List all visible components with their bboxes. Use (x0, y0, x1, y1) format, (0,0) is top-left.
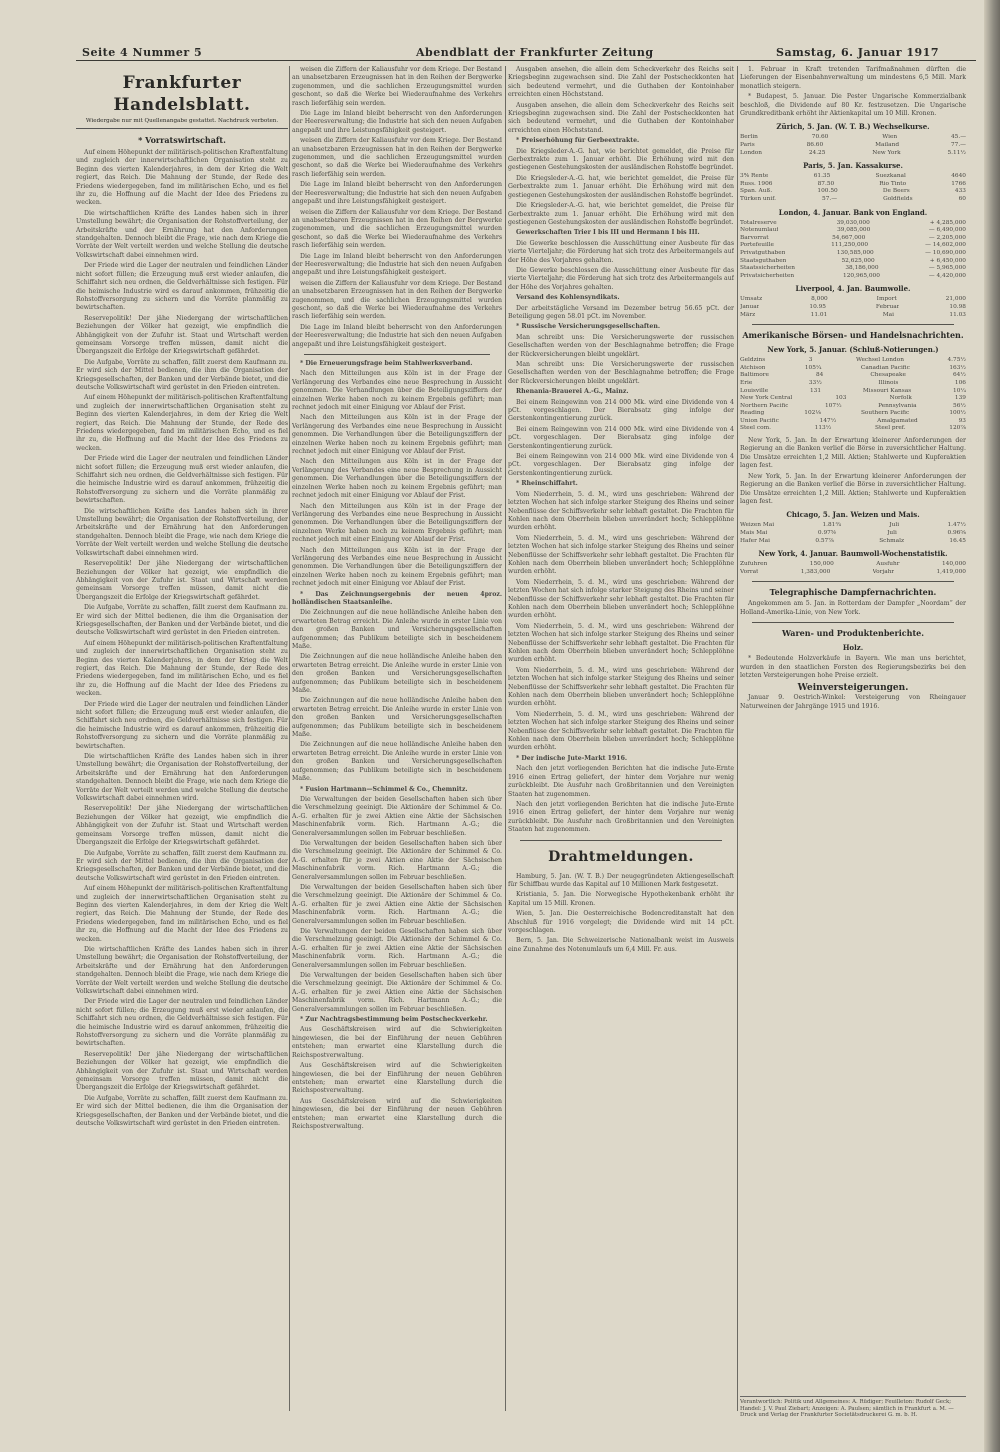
table-cell: Zufuhren (740, 561, 768, 568)
table-cell: 139 (954, 395, 966, 402)
zurich-exchange-table (740, 122, 966, 157)
section-separator (752, 324, 954, 325)
article-body: Nach den Mitteilungen aus Köln ist in der Frage der Verlängerung des Verbandes eine neue Besprechung in Aussicht genommen. Die Verhandlungen über die Beteiligungsziffern der einzelnen Werke haben noch zu keinem Ergebnis geführt; man rechnet jedoch mit einer Einigung vor Ablauf der Frist. (292, 502, 502, 544)
article-paragraph: Auf einem Höhepunkt der militärisch-politischen Kraftentfaltung und zugleich der innerwirtschaftlichen Organisation steht zu Beginn des vierten Kalenderjahres, in dem der Krieg die Welt regiert, das Reich. Die Mahnung der Stunde, der Rede des Friedens wiedergegeben, fand im militärischen Echo, und es fiel ihr zu, die Hoffnung auf die Macht der Idee des Friedens zu wecken. (76, 639, 288, 698)
table-row (740, 388, 966, 396)
newspaper-name: Abendblatt der Frankfurter Zeitung (416, 46, 654, 59)
article-body: Der arbeitstägliche Versand im Dezember betrug 56.65 pCt. der Beteiligung gegen 58.01 pCt. im November. (508, 304, 734, 320)
table-cell: 54,667,000 (832, 234, 866, 241)
table-cell: 8,000 (811, 296, 828, 303)
table-cell: 39,030,000 (836, 219, 870, 226)
table-cell: Wien (882, 134, 898, 141)
table-cell: Umsatz (740, 296, 763, 303)
table-cell: 0.96⅝ (947, 529, 966, 536)
article-body: Bei einem Reingewinn von 214 000 Mk. wird eine Dividende von 4 pCt. vorgeschlagen. Der Bierabsatz ging infolge der Gerstenkontingentierung zurück. (508, 453, 734, 477)
table-cell: 4.75½ (947, 357, 966, 364)
table-title: London, 4. Januar. Bank von England. (778, 207, 928, 217)
table-cell: 93 (958, 417, 966, 424)
article-body: Aus Geschäftskreisen wird auf die Schwierigkeiten hingewiesen, die bei der Einführung der neuen Gebühren entstehen; man erwartet eine Klarstellung durch die Reichspostverwaltung. (292, 1062, 502, 1095)
table-row (740, 538, 966, 546)
table-row (740, 173, 966, 181)
table-row (740, 522, 966, 530)
article-paragraph: Die Lage im Inland bleibt beherrscht von den Anforderungen der Heeresverwaltung; die Industrie hat sich den neuen Aufgaben angepaßt und ihre Leistungsfähigkeit gesteigert. (292, 181, 502, 206)
article-body: Nach den Mitteilungen aus Köln ist in der Frage der Verlängerung des Verbandes eine neue Besprechung in Aussicht genommen. Die Verhandlungen über die Beteiligungsziffern der einzelnen Werke haben noch zu keinem Ergebnis geführt; man rechnet jedoch mit einer Einigung vor Ablauf der Frist. (292, 370, 502, 412)
table-cell: Louisville (740, 387, 769, 394)
section-separator (752, 622, 954, 623)
table-cell: 140,000 (941, 561, 966, 568)
table-cell: Northern Pacific (740, 402, 789, 409)
article-paragraph: Die Lage im Inland bleibt beherrscht von den Anforderungen der Heeresverwaltung; die Industrie hat sich den neuen Aufgaben angepaßt und ihre Leistungsfähigkeit gesteigert. (292, 110, 502, 134)
table-cell: 11.01 (810, 311, 828, 318)
table-cell: 103 (835, 395, 847, 402)
table-cell: 3% Rente (740, 173, 769, 180)
table-cell: 84 (815, 372, 824, 379)
telegram-item: Bern, 5. Jan. Die Schweizerische Nationalbank weist im Ausweis eine Zunahme des Notenumlaufs um 6,4 Mill. Fr. aus. (508, 937, 734, 953)
table-cell: Steel com. (740, 425, 771, 432)
column-3 (508, 66, 734, 1406)
table-cell: 61.35 (813, 173, 831, 180)
article-body: Die Gewerke beschlossen die Ausschüttung einer Ausbeute für das vierte Vierteljahr; die Förderung hat sich trotz des Arbeitermangels auf der Höhe des Vorjahres gehalten. (508, 239, 734, 264)
table-row (740, 410, 966, 418)
table-row (740, 304, 966, 312)
column-1 (76, 66, 288, 1406)
article-separator (304, 354, 490, 355)
table-cell: Notenumlauf (740, 227, 779, 234)
article-separator (520, 840, 722, 841)
table-cell: 3 (808, 357, 813, 364)
section-separator (752, 581, 954, 582)
table-cell: Februar (875, 303, 900, 310)
table-cell: Baltimore (740, 372, 769, 379)
article-paragraph: weisen die Ziffern der Kaliausfuhr vor dem Kriege. Der Bestand an unabsetzbaren Erzeugnissen hat in den Reihen der Bergwerke zugenommen, und die sachlichen Erzeugungsmittel wurden geschont, so daß die Werke bei Wiederaufnahme des Verkehrs rasch lieferfähig sein werden. (292, 279, 502, 321)
table-cell: 1.81¾ (822, 522, 841, 529)
table-row (740, 403, 966, 411)
column-4 (740, 66, 966, 1406)
article-heading: * Preiserhöhung für Gerbeextrakte. (516, 137, 640, 145)
article-body: Man schreibt uns: Die Versicherungswerte der russischen Gesellschaften werden von der Beschlagnahme betroffen; die Frage der Rückversicherungen bleibt ungeklärt. (508, 333, 734, 358)
table-cell: Missouri Kansas (862, 387, 912, 394)
table-row (740, 134, 966, 142)
table-cell: 1,419,000 (936, 568, 966, 575)
article-body: Nach den Mitteilungen aus Köln ist in der Frage der Verlängerung des Verbandes eine neue Besprechung in Aussicht genommen. Die Verhandlungen über die Beteiligungsziffern der einzelnen Werke haben noch zu keinem Ergebnis geführt; man rechnet jedoch mit einer Einigung vor Ablauf der Frist. (292, 414, 502, 456)
table-cell: Staatsguthaben (740, 257, 787, 264)
table-row (740, 273, 966, 281)
table-cell: 24.25 (808, 149, 826, 156)
table-row (740, 569, 966, 577)
article-body: Die Verwaltungen der beiden Gesellschaften haben sich über die Verschmelzung geeinigt. Die Aktionäre der Schimmel & Co. A.-G. erhalten für je zwei Aktien eine Aktie der Sächsischen Maschinenfabrik vorm. Rich. Hartmann A.-G.; die Generalversammlungen sollen im Februar beschließen. (292, 839, 502, 881)
new-york-market-report: New York, 5. Jan. In der Erwartung kleinerer Anforderungen der Regierung an die Banken verlief die Börse in zuversichtlicher Haltung. Die Umsätze erreichten 1,2 Mill. Aktien; Stahlwerte und Kupferaktien lagen fest. (740, 437, 966, 470)
article-body: Aus Geschäftskreisen wird auf die Schwierigkeiten hingewiesen, die bei der Einführung der neuen Gebühren entstehen; man erwartet eine Klarstellung durch die Reichspostverwaltung. (292, 1026, 502, 1059)
issue-date: Samstag, 6. Januar 1917 (776, 46, 939, 59)
steamer-news-text: Angekommen am 5. Jan. in Rotterdam der Dampfer „Noordam“ der Holland-Amerika-Linie, von New York. (740, 600, 966, 616)
table-cell: 120⅞ (949, 425, 966, 432)
imprint: Verantwortlich: Politik und Allgemeines: A. Rüdiger; Feuilleton: Rudolf Geck; Handel: J. V. Paul Ziebart; Anzeigen: A. Paulsen; sämtlich in Frankfurt a. M. — Druck und Verlag der Frankfurter Societätsdruckerei G. m. b. H. (740, 1396, 966, 1419)
article-paragraph: Die Aufgabe, Vorräte zu schaffen, fällt zuerst dem Kaufmann zu. Er wird sich der Mittel bedienen, die ihm die Organisation der Kriegsgesellschaften, der Banken und der Verbände bietet, und die deutsche Volkswirtschaft wird gerüstet in den Frieden eintreten. (76, 849, 288, 882)
table-cell: 100½ (949, 410, 966, 417)
article-body: Aus Geschäftskreisen wird auf die Schwierigkeiten hingewiesen, die bei der Einführung der neuen Gebühren entstehen; man erwartet eine Klarstellung durch die Reichspostverwaltung. (292, 1097, 502, 1130)
column-divider (505, 66, 506, 1411)
table-row (740, 530, 966, 538)
masthead-rule (76, 60, 976, 61)
table-cell: Juli (889, 522, 900, 529)
chicago-grain-table (740, 510, 966, 545)
table-cell: 60 (958, 196, 966, 202)
table-row (740, 235, 966, 243)
article-paragraph: Die Aufgabe, Vorräte zu schaffen, fällt zuerst dem Kaufmann zu. Er wird sich der Mittel bedienen, die ihm die Organisation der Kriegsgesellschaften, der Banken und der Verbände bietet, und die deutsche Volkswirtschaft wird gerüstet in den Frieden eintreten. (76, 1094, 288, 1128)
table-title: Liverpool, 4. Jan. Baumwolle. (795, 284, 911, 294)
article-paragraph: * Budapest, 5. Januar. Die Pester Ungarische Kommerzialbank beschloß, die Dividende auf 80 Kr. festzusetzen. Die Ungarische Grundkreditbank erhöht ihr Aktienkapital um 10 Mill. Kronen. (740, 93, 966, 118)
table-cell: 131 (809, 387, 822, 394)
masthead (60, 42, 978, 62)
table-cell: London (740, 149, 763, 156)
article-body: Vom Niederrhein, 5. d. M., wird uns geschrieben: Während der letzten Wochen hat sich infolge starker Steigung des Rheins und seiner Nebenflüsse der Schiffsverkehr sehr lebhaft gestaltet. Die Frachten für Kohlen nach dem Oberrhein blieben unverändert hoch; Schlepplöhne wurden erhöht. (508, 490, 734, 532)
table-cell: Staatssicherheiten (740, 265, 796, 272)
table-cell: 57.— (822, 196, 838, 202)
article-body: Die Verwaltungen der beiden Gesellschaften haben sich über die Verschmelzung geeinigt. Die Aktionäre der Schimmel & Co. A.-G. erhalten für je zwei Aktien eine Aktie der Sächsischen Maschinenfabrik vorm. Rich. Hartmann A.-G.; die Generalversammlungen sollen im Februar beschließen. (292, 972, 502, 1013)
table-cell: 1,383,000 (800, 568, 831, 575)
table-cell: 150,000 (809, 561, 834, 568)
table-cell: — 14,602,000 (925, 242, 966, 249)
table-cell: Goldfields (883, 196, 913, 202)
table-cell: Paris (740, 142, 755, 149)
new-york-stock-table (740, 345, 966, 433)
article-paragraph: 1. Februar in Kraft tretenden Tarifmaßnahmen dürften die Lieferungen der Eisenbahnverwaltung um mindestens 6,5 Mill. Mark monatlich steigern. (740, 66, 966, 90)
table-cell: 4640 (951, 173, 966, 180)
table-cell: Schmalz (879, 537, 905, 544)
table-row (740, 395, 966, 403)
cotton-statistics-table (740, 549, 966, 576)
telegram-item: Hamburg, 5. Jan. (W. T. B.) Der neugegründeten Aktiengesellschaft für Schiffbau wurde das Kapital auf 10 Millionen Mark festgesetzt. (508, 872, 734, 888)
table-row (740, 181, 966, 189)
table-cell: Geldzins (740, 357, 766, 364)
article-paragraph: Ausgaben ansehen, die allein dem Scheckverkehr des Reichs seit Kriegsbeginn zugewachsen sind. Die Zahl der Postscheckkonten hat sich bedeutend vermehrt, und die Guthaben der Kontoinhaber erreichten einen Höchststand. (508, 101, 734, 134)
table-cell: Mai (882, 311, 894, 318)
article-heading: Rhenania-Brauerei A.-G., Mainz. (516, 388, 629, 396)
table-cell: 21,000 (945, 296, 966, 303)
table-row (740, 365, 966, 373)
table-row (740, 196, 966, 204)
table-cell: Russ. 1906 (740, 180, 773, 187)
table-cell: 33½ (808, 379, 822, 386)
table-title: New York, 5. Januar. (Schluß-Notierungen.) (767, 345, 939, 355)
table-title: Paris, 5. Jan. Kassakurse. (803, 161, 903, 171)
table-cell: 56½ (953, 402, 966, 409)
table-cell: — 10,690,000 (925, 249, 966, 256)
table-cell: Pennsylvania (878, 402, 917, 409)
telegrams-heading: Drahtmeldungen. (548, 848, 694, 865)
article-paragraph: Der Friede wird die Lager der neutralen und feindlichen Länder nicht sofort füllen; die Erzeugung muß erst wieder anlaufen, die Schiffahrt sich neu ordnen, die Geldverhältnisse sich festigen. Für die heimische Industrie wird es darauf ankommen, frühzeitig die Rohstoffversorgung zu sichern und die Vorräte planmäßig zu bewirtschaften. (76, 262, 288, 312)
table-cell: 5.11½ (947, 149, 966, 156)
article-paragraph: Die wirtschaftlichen Kräfte des Landes haben sich in ihrer Umstellung bewährt; die Organisation der Rohstoffverteilung, der Arbeitskräfte und der Ernährung hat den Anforderungen standgehalten. Dennoch bleibt die Frage, wie nach dem Kriege die Vorräte der Welt verteilt werden und welche Stellung die deutsche Volkswirtschaft dabei einnehmen wird. (76, 945, 288, 995)
liverpool-cotton-table (740, 284, 966, 319)
wine-auction-heading: Weinversteigerungen. (797, 683, 909, 694)
article-body: Bei einem Reingewinn von 214 000 Mk. wird eine Dividende von 4 pCt. vorgeschlagen. Der Bierabsatz ging infolge der Gerstenkontingentierung zurück. (508, 425, 734, 450)
article-body: Vom Niederrhein, 5. d. M., wird uns geschrieben: Während der letzten Wochen hat sich infolge starker Steigung des Rheins und seiner Nebenflüsse der Schiffsverkehr sehr lebhaft gestaltet. Die Frachten für Kohlen nach dem Oberrhein blieben unverändert hoch; Schlepplöhne wurden erhöht. (508, 534, 734, 576)
table-cell: Portefeuille (740, 242, 774, 249)
table-cell: 38,186,000 (845, 265, 879, 272)
section-subtitle: Wiedergabe nur mit Quellenangabe gestattet. Nachdruck verboten. (76, 118, 288, 129)
article-paragraph: Die wirtschaftlichen Kräfte des Landes haben sich in ihrer Umstellung bewährt; die Organisation der Rohstoffverteilung, der Arbeitskräfte und der Ernährung hat den Anforderungen standgehalten. Dennoch bleibt die Frage, wie nach dem Kriege die Vorräte der Welt verteilt werden und welche Stellung die deutsche Volkswirtschaft dabei einnehmen wird. (76, 507, 288, 557)
table-cell: Steel pref. (875, 425, 906, 432)
table-cell: 39,085,000 (837, 227, 871, 234)
article-paragraph: Die wirtschaftlichen Kräfte des Landes haben sich in ihrer Umstellung bewährt; die Organisation der Rohstoffverteilung, der Arbeitskräfte und der Ernährung hat den Anforderungen standgehalten. Dennoch bleibt die Frage, wie nach dem Kriege die Vorräte der Welt verteilt werden und welche Stellung die deutsche Volkswirtschaft dabei einnehmen wird. (76, 209, 288, 259)
table-cell: 16.45 (949, 537, 966, 544)
article-body: Nach den jetzt vorliegenden Berichten hat die indische Jute-Ernte 1916 einen Ertrag geliefert, der hinter dem Vorjahre nur wenig zurückbleibt. Die Ausfuhr nach Großbritannien und den Vereinigten Staaten hat zugenommen. (508, 765, 734, 798)
table-row (740, 188, 966, 196)
table-row (740, 425, 966, 433)
article-heading: * Die Erneuerungsfrage beim Stahlwerksverband. (300, 360, 473, 367)
table-cell: — 5,965,000 (928, 265, 966, 272)
table-cell: 11.03 (949, 311, 966, 318)
table-title: Chicago, 5. Jan. Weizen und Mais. (786, 510, 920, 520)
table-cell: Illinois (878, 379, 899, 386)
article-body: Man schreibt uns: Die Versicherungswerte der russischen Gesellschaften werden von der Beschlagnahme betroffen; die Frage der Rückversicherungen bleibt ungeklärt. (508, 361, 734, 385)
table-row (740, 142, 966, 150)
table-row (740, 242, 966, 250)
table-cell: Norfolk (889, 395, 912, 402)
article-body: Die Gewerke beschlossen die Ausschüttung einer Ausbeute für das vierte Vierteljahr; die Förderung hat sich trotz des Arbeitermangels auf der Höhe des Vorjahres gehalten. (508, 266, 734, 291)
table-cell: 147½ (819, 417, 837, 424)
table-cell: 86.60 (806, 142, 824, 149)
article-heading: * Vorratswirtschaft. (138, 135, 226, 145)
table-cell: New York (872, 149, 901, 156)
wine-auction-text: Januar 9. Oestrich-Winkel: Versteigerung von Rheingauer Naturweinen der Jahrgänge 1915 und 1916. (740, 694, 966, 710)
article-body: Die Zeichnungen auf die neue holländische Anleihe haben den erwarteten Betrag erreicht. Die Anleihe wurde in erster Linie von den großen Banken und Versicherungsgesellschaften aufgenommen; das Publikum beteiligte sich in bescheidenem Maße. (292, 653, 502, 695)
table-cell: Vorjahr (872, 568, 895, 575)
article-paragraph: weisen die Ziffern der Kaliausfuhr vor dem Kriege. Der Bestand an unabsetzbaren Erzeugnissen hat in den Reihen der Bergwerke zugenommen, und die sachlichen Erzeugungsmittel wurden geschont, so daß die Werke bei Wiederaufnahme des Verkehrs rasch lieferfähig sein werden. (292, 208, 502, 250)
table-cell: Privatsicherheiten (740, 272, 795, 279)
article-body: Vom Niederrhein, 5. d. M., wird uns geschrieben: Während der letzten Wochen hat sich infolge starker Steigung des Rheins und seiner Nebenflüsse der Schiffsverkehr sehr lebhaft gestaltet. Die Frachten für Kohlen nach dem Oberrhein blieben unverändert hoch; Schlepplöhne wurden erhöht. (508, 710, 734, 752)
article-body: Vom Niederrhein, 5. d. M., wird uns geschrieben: Während der letzten Wochen hat sich infolge starker Steigung des Rheins und seiner Nebenflüsse der Schiffsverkehr sehr lebhaft gestaltet. Die Frachten für Kohlen nach dem Oberrhein blieben unverändert hoch; Schlepplöhne wurden erhöht. (508, 578, 734, 620)
table-cell: 163½ (949, 364, 966, 371)
table-cell: 52,625,000 (841, 257, 875, 264)
article-heading: Versand des Kohlensyndikats. (516, 294, 620, 302)
table-cell: 106 (954, 379, 966, 386)
article-paragraph: Reservepolitik! Der jähe Niedergang der wirtschaftlichen Beziehungen der Völker hat gezeigt, wie empfindlich die Abhängigkeit von der Zufuhr ist. Staat und Wirtschaft werden gemeinsam Vorsorge treffen müssen, damit nicht die Übergangszeit die Erfolge der Kriegswirtschaft gefährdet. (76, 1050, 288, 1092)
table-cell: 87.50 (817, 180, 835, 187)
article-heading: Gewerkschaften Trier I bis III und Hermann I bis III. (516, 229, 700, 237)
article-body: Die Zeichnungen auf die neue holländische Anleihe haben den erwarteten Betrag erreicht. Die Anleihe wurde in erster Linie von den großen Banken und Versicherungsgesellschaften aufgenommen; das Publikum beteiligte sich in bescheidenem Maße. (292, 697, 502, 739)
table-cell: 0.97⅝ (817, 529, 837, 536)
article-heading: * Russische Versicherungsgesellschaften. (516, 323, 660, 331)
table-cell: Wechsel London (855, 357, 904, 364)
article-paragraph: Reservepolitik! Der jähe Niedergang der wirtschaftlichen Beziehungen der Völker hat gezeigt, wie empfindlich die Abhängigkeit von der Zufuhr ist. Staat und Wirtschaft werden gemeinsam Vorsorge treffen müssen, damit nicht die Übergangszeit die Erfolge der Kriegswirtschaft gefährdet. (76, 314, 288, 356)
table-cell: 120,965,000 (843, 272, 880, 279)
article-heading: * Der indische Jute-Markt 1916. (516, 754, 628, 762)
article-paragraph: Die Lage im Inland bleibt beherrscht von den Anforderungen der Heeresverwaltung; die Industrie hat sich den neuen Aufgaben angepaßt und ihre Leistungsfähigkeit gesteigert. (292, 323, 502, 348)
article-body: Nach den Mitteilungen aus Köln ist in der Frage der Verlängerung des Verbandes eine neue Besprechung in Aussicht genommen. Die Verhandlungen über die Beteiligungsziffern der einzelnen Werke haben noch zu keinem Ergebnis geführt; man rechnet jedoch mit einer Einigung vor Ablauf der Frist. (292, 546, 502, 588)
article-paragraph: Die wirtschaftlichen Kräfte des Landes haben sich in ihrer Umstellung bewährt; die Organisation der Rohstoffverteilung, der Arbeitskräfte und der Ernährung hat den Anforderungen standgehalten. Dennoch bleibt die Frage, wie nach dem Kriege die Vorräte der Welt verteilt werden und welche Stellung die deutsche Volkswirtschaft dabei einnehmen wird. (76, 753, 288, 803)
table-cell: New York Central (740, 395, 793, 402)
table-cell: Chesapeake (870, 372, 906, 379)
table-row (740, 220, 966, 228)
bank-of-england-table (740, 208, 966, 281)
article-paragraph: Der Friede wird die Lager der neutralen und feindlichen Länder nicht sofort füllen; die Erzeugung muß erst wieder anlaufen, die Schiffahrt sich neu ordnen, die Geldverhältnisse sich festigen. Für die heimische Industrie wird es darauf ankommen, frühzeitig die Rohstoffversorgung zu sichern und die Vorräte planmäßig zu bewirtschaften. (76, 998, 288, 1048)
table-cell: Erie (740, 379, 753, 386)
table-cell: Atchison (740, 364, 766, 371)
article-body: Die Kriegsleder-A.-G. hat, wie berichtet gemeldet, die Preise für Gerbextrakte zum 1. Januar erhöht. Die Erhöhung wird mit den gestiegenen Gestehungskosten der ausländischen Rohstoffe begründet. (508, 147, 734, 172)
table-cell: 77.— (950, 142, 966, 149)
products-heading: Waren- und Produktenberichte. (781, 628, 925, 639)
article-heading: * Fusion Hartmann—Schimmel & Co., Chemnitz. (300, 785, 468, 793)
table-cell: Mailand (875, 142, 900, 149)
article-heading: * Das Zeichnungsergebnis der neuen 4proz. holländischen Staatsanleihe. (292, 590, 502, 606)
article-paragraph: Auf einem Höhepunkt der militärisch-politischen Kraftentfaltung und zugleich der innerwirtschaftlichen Organisation steht zu Beginn des vierten Kalenderjahres, in dem der Krieg die Welt regiert, das Reich. Die Mahnung der Stunde, der Rede des Friedens wiedergegeben, fand im militärischen Echo, und es fiel ihr zu, die Hoffnung auf die Macht der Idee des Friedens zu wecken. (76, 885, 288, 943)
column-2 (292, 66, 502, 1406)
article-body: Die Verwaltungen der beiden Gesellschaften haben sich über die Verschmelzung geeinigt. Die Aktionäre der Schimmel & Co. A.-G. erhalten für je zwei Aktien eine Aktie der Sächsischen Maschinenfabrik vorm. Rich. Hartmann A.-G.; die Generalversammlungen sollen im Februar beschließen. (292, 928, 502, 969)
table-cell: März (740, 311, 756, 318)
table-cell: Privatguthaben (740, 249, 786, 256)
table-cell: Juli (887, 529, 897, 536)
table-row (740, 372, 966, 380)
table-row (740, 258, 966, 266)
table-title: New York, 4. Januar. Baumwoll-Wochenstatistik. (758, 549, 948, 559)
table-cell: 10¼ (953, 387, 966, 394)
table-cell: Span. Äuß. (740, 188, 773, 195)
page-binding-shadow (984, 0, 1000, 1452)
table-cell: + 6,450,000 (929, 257, 966, 264)
american-section-heading: Amerikanische Börsen- und Handelsnachrichten. (742, 330, 964, 341)
products-text: * Bedeutende Holzverkäufe in Bayern. Wie man uns berichtet, wurden in den staatlichen Forsten des Regierungsbezirks bei den letzten Versteigerungen hohe Preise erzielt. (740, 655, 966, 679)
article-paragraph: Reservepolitik! Der jähe Niedergang der wirtschaftlichen Beziehungen der Völker hat gezeigt, wie empfindlich die Abhängigkeit von der Zufuhr ist. Staat und Wirtschaft werden gemeinsam Vorsorge treffen müssen, damit nicht die Übergangszeit die Erfolge der Kriegswirtschaft gefährdet. (76, 560, 288, 601)
table-row (740, 357, 966, 365)
table-cell: 113½ (814, 425, 832, 432)
table-cell: 111,250,000 (831, 242, 869, 249)
table-cell: 100.50 (817, 188, 838, 195)
table-cell: 1.47½ (947, 522, 966, 529)
table-cell: Vorrat (740, 568, 759, 575)
article-paragraph: Der Friede wird die Lager der neutralen und feindlichen Länder nicht sofort füllen; die Erzeugung muß erst wieder anlaufen, die Schiffahrt sich neu ordnen, die Geldverhältnisse sich festigen. Für die heimische Industrie wird es darauf ankommen, frühzeitig die Rohstoffversorgung zu sichern und die Vorräte planmäßig zu bewirtschaften. (76, 700, 288, 750)
article-paragraph: Der Friede wird die Lager der neutralen und feindlichen Länder nicht sofort füllen; die Erzeugung muß erst wieder anlaufen, die Schiffahrt sich neu ordnen, die Geldverhältnisse sich festigen. Für die heimische Industrie wird es darauf ankommen, frühzeitig die Rohstoffversorgung zu sichern und die Vorräte planmäßig zu bewirtschaften. (76, 455, 288, 505)
section-title: Frankfurter Handelsblatt. (113, 73, 251, 115)
table-cell: Reading (740, 410, 765, 417)
table-row (740, 250, 966, 258)
table-cell: Barvorrat (740, 234, 769, 241)
table-cell: Import (876, 296, 897, 303)
table-cell: 130,585,000 (836, 249, 874, 256)
telegram-item: Wien, 5. Jan. Die Oesterreichische Bodencreditanstalt hat den Abschluß für 1916 vorgelegt; die Dividende wird mit 14 pCt. vorgeschlagen. (508, 910, 734, 934)
article-body: Die Verwaltungen der beiden Gesellschaften haben sich über die Verschmelzung geeinigt. Die Aktionäre der Schimmel & Co. A.-G. erhalten für je zwei Aktien eine Aktie der Sächsischen Maschinenfabrik vorm. Rich. Hartmann A.-G.; die Generalversammlungen sollen im Februar beschließen. (292, 795, 502, 837)
telegram-item: Kristiania, 5. Jan. Die Norwegische Hypothekenbank erhöht ihr Kapital um 15 Mill. Kronen. (508, 891, 734, 907)
column-divider (737, 66, 738, 1411)
table-cell: — 2,205,000 (928, 234, 966, 241)
article-paragraph: weisen die Ziffern der Kaliausfuhr vor dem Kriege. Der Bestand an unabsetzbaren Erzeugnissen hat in den Reihen der Bergwerke zugenommen, und die sachlichen Erzeugungsmittel wurden geschont, so daß die Werke bei Wiederaufnahme des Verkehrs rasch lieferfähig sein werden. (292, 66, 502, 107)
article-paragraph: Reservepolitik! Der jähe Niedergang der wirtschaftlichen Beziehungen der Völker hat gezeigt, wie empfindlich die Abhängigkeit von der Zufuhr ist. Staat und Wirtschaft werden gemeinsam Vorsorge treffen müssen, damit nicht die Übergangszeit die Erfolge der Kriegswirtschaft gefährdet. (76, 805, 288, 847)
article-heading: * Zur Nachtragsbestimmung beim Postscheckverkehr. (300, 1016, 488, 1024)
article-paragraph: Auf einem Höhepunkt der militärisch-politischen Kraftentfaltung und zugleich der innerwirtschaftlichen Organisation steht zu Beginn des vierten Kalenderjahres, in dem der Krieg die Welt regiert, das Reich. Die Mahnung der Stunde, der Rede des Friedens wiedergegeben, fand im militärischen Echo, und es fiel ihr zu, die Hoffnung auf die Macht der Idee des Friedens zu wecken. (76, 149, 288, 207)
table-cell: Berlin (740, 134, 758, 141)
article-paragraph: Die Lage im Inland bleibt beherrscht von den Anforderungen der Heeresverwaltung; die Industrie hat sich den neuen Aufgaben angepaßt und ihre Leistungsfähigkeit gesteigert. (292, 252, 502, 277)
article-body: Nach den jetzt vorliegenden Berichten hat die indische Jute-Ernte 1916 einen Ertrag geliefert, der hinter dem Vorjahre nur wenig zurückbleibt. Die Ausfuhr nach Großbritannien und den Vereinigten Staaten hat zugenommen. (508, 800, 734, 834)
table-cell: Hafer Mai (740, 537, 770, 544)
article-body: Nach den Mitteilungen aus Köln ist in der Frage der Verlängerung des Verbandes eine neue Besprechung in Aussicht genommen. Die Verhandlungen über die Beteiligungsziffern der einzelnen Werke haben noch zu keinem Ergebnis geführt; man rechnet jedoch mit einer Einigung vor Ablauf der Frist. (292, 458, 502, 500)
new-york-market-report: New York, 5. Jan. In der Erwartung kleinerer Anforderungen der Regierung an die Banken verlief die Börse in zuversichtlicher Haltung. Die Umsätze erreichten 1,2 Mill. Aktien; Stahlwerte und Kupferaktien lagen fest. (740, 472, 966, 505)
article-body: Die Kriegsleder-A.-G. hat, wie berichtet gemeldet, die Preise für Gerbextrakte zum 1. Januar erhöht. Die Erhöhung wird mit den gestiegenen Gestehungskosten der ausländischen Rohstoffe begründet. (508, 174, 734, 199)
table-cell: 1766 (951, 180, 966, 187)
article-paragraph: Die Aufgabe, Vorräte zu schaffen, fällt zuerst dem Kaufmann zu. Er wird sich der Mittel bedienen, die ihm die Organisation der Kriegsgesellschaften, der Banken und der Verbände bietet, und die deutsche Volkswirtschaft wird gerüstet in den Frieden eintreten. (76, 358, 288, 391)
table-cell: 10.95 (809, 303, 826, 310)
table-row (740, 150, 966, 158)
article-body: Die Zeichnungen auf die neue holländische Anleihe haben den erwarteten Betrag erreicht. Die Anleihe wurde in erster Linie von den großen Banken und Versicherungsgesellschaften aufgenommen; das Publikum beteiligte sich in bescheidenem Maße. (292, 741, 502, 783)
table-cell: 10.98 (949, 303, 966, 310)
article-paragraph: Ausgaben ansehen, die allein dem Scheckverkehr des Reichs seit Kriegsbeginn zugewachsen sind. Die Zahl der Postscheckkonten hat sich bedeutend vermehrt, und die Guthaben der Kontoinhaber erreichten einen Höchststand. (508, 66, 734, 99)
article-paragraph: Die Aufgabe, Vorräte zu schaffen, fällt zuerst dem Kaufmann zu. Er wird sich der Mittel bedienen, die ihm die Organisation der Kriegsgesellschaften, der Banken und der Verbände bietet, und die deutsche Volkswirtschaft wird gerüstet in den Frieden eintreten. (76, 604, 288, 637)
table-cell: Totalreserve (740, 219, 777, 226)
table-cell: De Beers (882, 188, 910, 195)
table-cell: Januar (740, 303, 760, 310)
article-paragraph: weisen die Ziffern der Kaliausfuhr vor dem Kriege. Der Bestand an unabsetzbaren Erzeugnissen hat in den Reihen der Bergwerke zugenommen, und die sachlichen Erzeugungsmittel wurden geschont, so daß die Werke bei Wiederaufnahme des Verkehrs rasch lieferfähig sein werden. (292, 137, 502, 178)
table-cell: Weizen Mai (740, 522, 775, 529)
article-body: Die Zeichnungen auf die neue holländische Anleihe haben den erwarteten Betrag erreicht. Die Anleihe wurde in erster Linie von den großen Banken und Versicherungsgesellschaften aufgenommen; das Publikum beteiligte sich in bescheidenem Maße. (292, 609, 502, 650)
table-row (740, 380, 966, 388)
article-body: Vom Niederrhein, 5. d. M., wird uns geschrieben: Während der letzten Wochen hat sich infolge starker Steigung des Rheins und seiner Nebenflüsse der Schiffsverkehr sehr lebhaft gestaltet. Die Frachten für Kohlen nach dem Oberrhein blieben unverändert hoch; Schlepplöhne wurden erhöht. (508, 622, 734, 664)
table-cell: 102⅛ (804, 410, 821, 417)
table-cell: 105¼ (804, 364, 822, 371)
table-row (740, 227, 966, 235)
article-body: Vom Niederrhein, 5. d. M., wird uns geschrieben: Während der letzten Wochen hat sich infolge starker Steigung des Rheins und seiner Nebenflüsse der Schiffsverkehr sehr lebhaft gestaltet. Die Frachten für Kohlen nach dem Oberrhein blieben unverändert hoch; Schlepplöhne wurden erhöht. (508, 666, 734, 708)
table-cell: 70.60 (811, 134, 829, 141)
table-cell: Mais Mai (740, 529, 768, 536)
article-heading: * Rheinschiffahrt. (516, 480, 578, 488)
table-row (740, 265, 966, 273)
table-cell: Southern Pacific (860, 410, 910, 417)
table-cell: Türken unif. (740, 196, 776, 202)
table-cell: — 6,490,000 (928, 227, 966, 234)
table-cell: — 4,420,000 (928, 272, 966, 279)
steamer-news-heading: Telegraphische Dampfernachrichten. (769, 587, 937, 598)
article-paragraph: Auf einem Höhepunkt der militärisch-politischen Kraftentfaltung und zugleich der innerwirtschaftlichen Organisation steht zu Beginn des vierten Kalenderjahres, in dem der Krieg die Welt regiert, das Reich. Die Mahnung der Stunde, der Rede des Friedens wiedergegeben, fand im militärischen Echo, und es fiel ihr zu, die Hoffnung auf die Macht der Idee des Friedens zu wecken. (76, 394, 288, 452)
table-cell: 64½ (952, 372, 966, 379)
article-body: Bei einem Reingewinn von 214 000 Mk. wird eine Dividende von 4 pCt. vorgeschlagen. Der Bierabsatz ging infolge der Gerstenkontingentierung zurück. (508, 398, 734, 423)
table-cell: Amalgamated (877, 417, 918, 424)
table-cell: Union Pacific (740, 417, 779, 424)
table-cell: 433 (954, 188, 966, 195)
table-cell: Rio Tinto (879, 180, 907, 187)
table-row (740, 296, 966, 304)
page-reference: Seite 4 Nummer 5 (82, 46, 203, 59)
table-cell: Suezkanal (875, 173, 906, 180)
column-divider (289, 66, 290, 1411)
table-cell: 107½ (824, 402, 842, 409)
table-cell: Ausfuhr (876, 561, 900, 568)
table-row (740, 418, 966, 426)
table-cell: 0.57⅞ (815, 537, 834, 544)
table-cell: 45.— (950, 134, 966, 141)
table-cell: + 4,285,000 (929, 219, 966, 226)
products-subheading: Holz. (842, 643, 864, 653)
article-body: Die Verwaltungen der beiden Gesellschaften haben sich über die Verschmelzung geeinigt. Die Aktionäre der Schimmel & Co. A.-G. erhalten für je zwei Aktien eine Aktie der Sächsischen Maschinenfabrik vorm. Rich. Hartmann A.-G.; die Generalversammlungen sollen im Februar beschließen. (292, 883, 502, 925)
article-body: Die Kriegsleder-A.-G. hat, wie berichtet gemeldet, die Preise für Gerbextrakte zum 1. Januar erhöht. Die Erhöhung wird mit den gestiegenen Gestehungskosten der ausländischen Rohstoffe begründet. (508, 202, 734, 226)
table-cell: Canadian Pacific (860, 364, 910, 371)
table-title: Zürich, 5. Jan. (W. T. B.) Wechselkurse. (776, 122, 930, 132)
paris-cash-table (740, 161, 966, 203)
table-row (740, 561, 966, 569)
table-row (740, 312, 966, 320)
